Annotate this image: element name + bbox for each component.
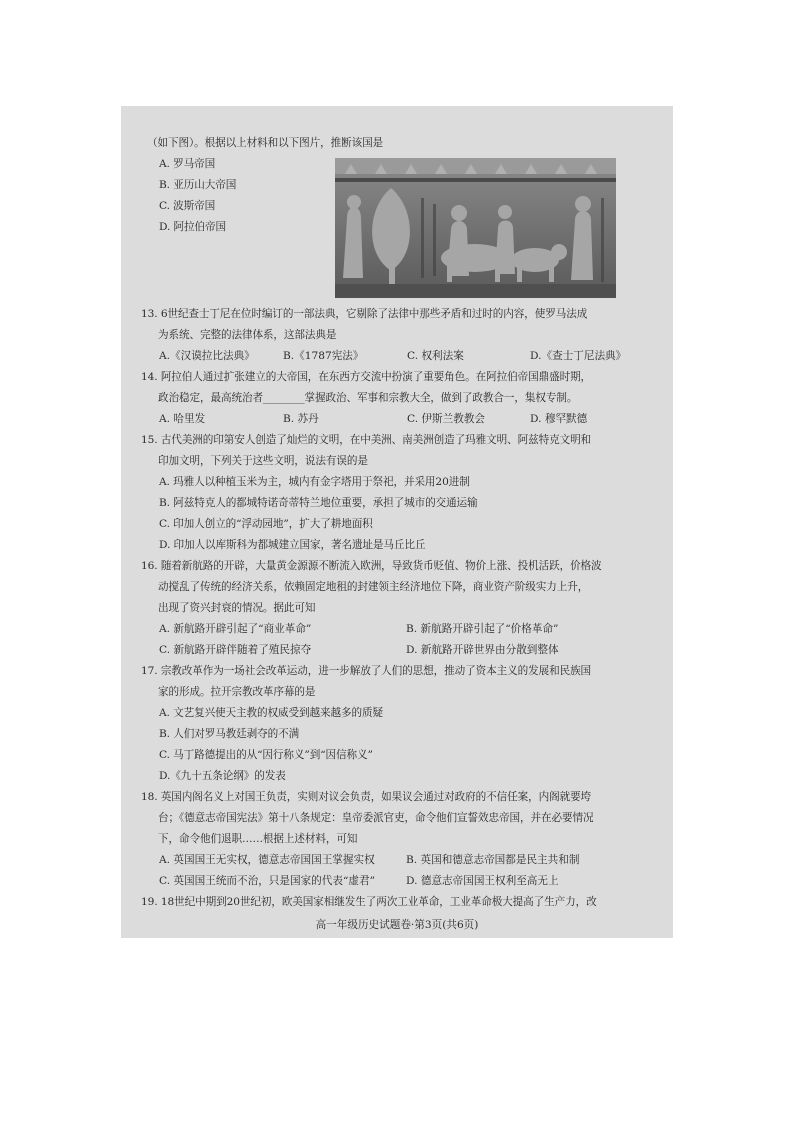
q14-option-a: A. 哈里发 [159,413,206,425]
q15-option-d: D. 印加人以库斯科为都城建立国家，著名遗址是马丘比丘 [159,539,426,551]
q18-option-b: B. 英国和德意志帝国都是民主共和制 [406,854,580,866]
exam-page [121,106,673,938]
q19-line-1: 19. 18世纪中期到20世纪初，欧美国家相继发生了两次工业革命，工业革命极大提高了生产力，改 [141,896,597,908]
q18-line-3: 下，命令他们退职……根据上述材料，可知 [158,833,358,845]
q17-line-2: 家的形成。拉开宗教改革序幕的是 [158,686,316,698]
q16-option-d: D. 新航路开辟世界由分散到整体 [406,644,559,656]
q15-line-1: 15. 古代美洲的印第安人创造了灿烂的文明，在中美洲、南美洲创造了玛雅文明、阿兹特克文明和 [141,434,592,446]
q12-option-b: B. 亚历山大帝国 [159,179,237,191]
q18-line-2: 台；《德意志帝国宪法》第十八条规定：皇帝委派官吏，命令他们宣誓效忠帝国，并在必要情况 [158,812,594,824]
q17-option-c: C. 马丁路德提出的从“因行称义”到“因信称义” [159,749,373,761]
q14-option-c: C. 伊斯兰教教会 [407,413,486,425]
q17-line-1: 17. 宗教改革作为一场社会改革运动，进一步解放了人们的思想，推动了资本主义的发展和民族国 [141,665,592,677]
q15-option-b: B. 阿兹特克人的都城特诺奇蒂特兰地位重要，承担了城市的交通运输 [159,497,478,509]
q13-option-a: A.《汉谟拉比法典》 [159,350,255,362]
q15-option-c: C. 印加人创立的“浮动园地”，扩大了耕地面积 [159,518,373,530]
q13-option-d: D.《查士丁尼法典》 [530,350,627,362]
q14-option-d: D. 穆罕默德 [530,413,588,425]
q14-option-b: B. 苏丹 [283,413,319,425]
q14-line-1: 14. 阿拉伯人通过扩张建立的大帝国，在东西方交流中扮演了重要角色。在阿拉伯帝国鼎盛时期， [141,371,592,383]
stone-relief-image [335,158,616,298]
q15-option-a: A. 玛雅人以种植玉米为主，城内有金字塔用于祭祀，并采用20进制 [159,476,470,488]
q18-line-1: 18. 英国内阁名义上对国王负责，实则对议会负责，如果议会通过对政府的不信任案，内阁就要垮 [141,791,592,803]
q18-option-a: A. 英国国王无实权，德意志帝国国王掌握实权 [159,854,375,866]
q12-stem: （如下图）。根据以上材料和以下图片，推断该国是 [147,137,384,149]
q12-option-a: A. 罗马帝国 [159,158,216,170]
q13-option-b: B.《1787宪法》 [283,350,364,362]
q16-line-1: 16. 随着新航路的开辟，大量黄金源源不断流入欧洲，导致货币贬值、物价上涨、投机活跃，价格波 [141,560,602,572]
q14-line-2: 政治稳定，最高统治者________掌握政治、军事和宗教大全，做到了政教合一，集权专制。 [158,392,578,404]
q18-option-c: C. 英国国王统而不治，只是国家的代表“虚君” [159,875,375,887]
q13-option-c: C. 权利法案 [407,350,464,362]
q12-option-c: C. 波斯帝国 [159,200,216,212]
q16-option-c: C. 新航路开辟伴随着了殖民掠夺 [159,644,312,656]
q16-line-2: 动搅乱了传统的经济关系，依赖固定地租的封建领主经济地位下降，商业资产阶级实力上升， [158,581,589,593]
q16-line-3: 出现了资兴封衰的情况。据此可知 [158,602,316,614]
q17-option-a: A. 文艺复兴使天主教的权威受到越来越多的质疑 [159,707,383,719]
page-footer: 高一年级历史试题卷·第3页(共6页) [315,919,479,931]
q13-line-1: 13. 6世纪查士丁尼在位时编订的一部法典，它剔除了法律中那些矛盾和过时的内容，使罗马法成 [141,308,588,320]
q13-line-2: 为系统、完整的法律体系，这部法典是 [158,329,337,341]
q12-option-d: D. 阿拉伯帝国 [159,221,227,233]
q17-option-b: B. 人们对罗马教廷剥夺的不满 [159,728,300,740]
q16-option-b: B. 新航路开辟引起了“价格革命” [406,623,559,635]
q16-option-a: A. 新航路开辟引起了“商业革命” [159,623,312,635]
q15-line-2: 印加文明，下列关于这些文明，说法有误的是 [158,455,368,467]
q18-option-d: D. 德意志帝国国王权利至高无上 [406,875,559,887]
q17-option-d: D.《九十五条论纲》的发表 [159,770,286,782]
